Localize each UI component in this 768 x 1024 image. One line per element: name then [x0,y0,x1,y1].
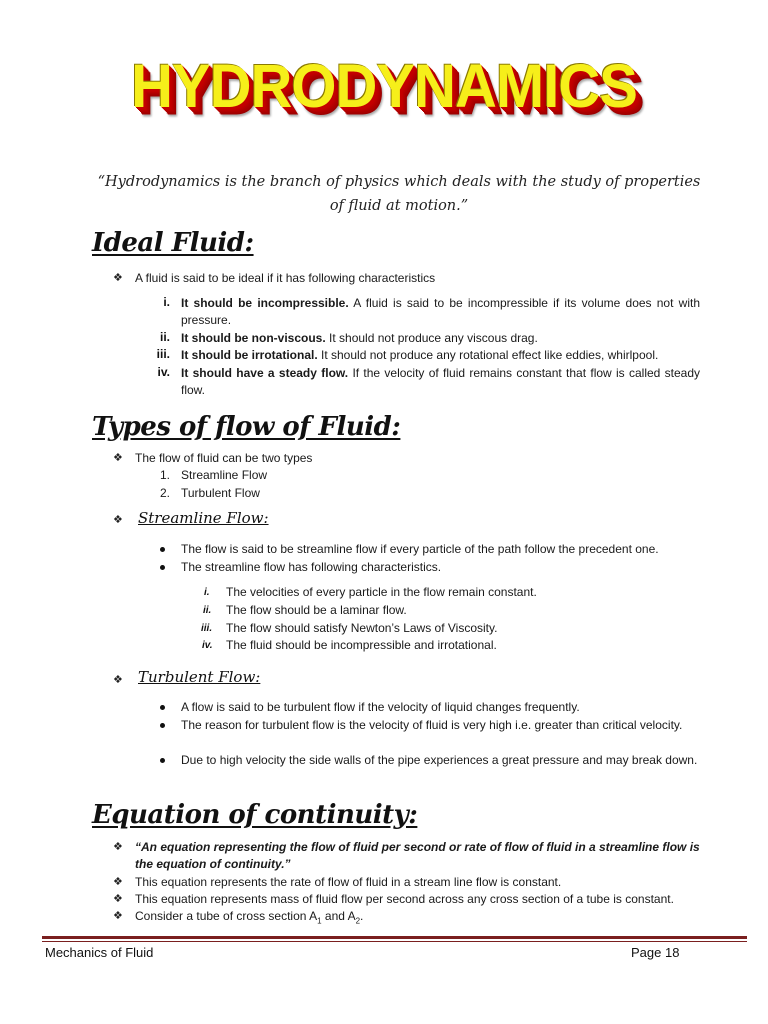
streamline-characteristic: The velocities of every particle in the flow remain constant. [226,585,537,599]
streamline-characteristic: The fluid should be incompressible and irrotational. [226,638,497,652]
definition-quote: “Hydrodynamics is the branch of physics which deals with the study of properties of fluid at motion.” [97,174,701,214]
bullet-dot-icon [160,723,165,728]
bullet-dot-icon [160,565,165,570]
cross-section-text: . [360,909,364,923]
item-bold: It should be non-viscous. [181,331,326,345]
heading-turbulent-flow: Turbulent Flow: [138,668,261,686]
list-marker: 1. [160,468,171,482]
ideal-fluid-item [181,347,700,364]
footer-rule [42,941,747,942]
diamond-bullet-icon: ❖ [113,452,123,464]
list-marker: iv. [202,640,213,651]
continuity-point: This equation represents mass of fluid flow per second across any cross section of a tube is constant. [135,892,674,906]
item-text: It should not produce any rotational effect like eddies, whirlpool. [317,348,659,362]
cross-section-text: Consider a tube of cross section A [135,909,318,923]
ideal-fluid-intro: A fluid is said to be ideal if it has following characteristics [135,271,436,285]
list-marker: ii. [203,605,212,616]
diamond-bullet-icon: ❖ [113,674,123,686]
footer-page-number: Page 18 [631,945,680,960]
streamline-characteristic: The flow should satisfy Newton’s Laws of Viscosity. [226,621,498,635]
heading-types-of-flow: Types of flow of Fluid: [92,412,401,442]
subscript-one: 1 [317,916,322,926]
heading-ideal-fluid: Ideal Fluid: [92,228,254,258]
diamond-bullet-icon: ❖ [113,514,123,526]
cross-section-text: and A [321,909,356,923]
streamline-bullet: The streamline flow has following characteristics. [181,560,442,574]
bullet-dot-icon [160,547,165,552]
flow-type-item: Streamline Flow [181,468,268,482]
item-text: It should not produce any viscous drag. [325,331,538,345]
list-marker: iii. [201,623,213,634]
list-marker: i. [163,295,170,309]
streamline-bullet: The flow is said to be streamline flow if every particle of the path follow the precedent one. [181,542,659,556]
list-marker: iv. [157,365,170,379]
types-of-flow-intro: The flow of fluid can be two types [135,451,313,465]
turbulent-bullet: Due to high velocity the side walls of the pipe experiences a great pressure and may break down. [181,753,698,767]
item-text: A fluid is said to be incompressible if its volume does not with pressure. [181,296,700,327]
ideal-fluid-item [181,365,700,399]
item-bold: It should be incompressible. [181,296,349,310]
item-text: If the velocity of fluid remains constant that flow is called steady flow. [181,366,700,397]
diamond-bullet-icon: ❖ [113,910,123,922]
continuity-point [135,908,363,929]
item-bold: It should be irrotational. [181,348,318,362]
item-bold: It should have a steady flow. [181,366,349,380]
diamond-bullet-icon: ❖ [113,841,123,853]
footer-course-title: Mechanics of Fluid [45,945,154,960]
bullet-dot-icon [160,705,165,710]
turbulent-bullet: The reason for turbulent flow is the velocity of fluid is very high i.e. greater than critical velocity. [181,718,683,732]
ideal-fluid-item [181,330,700,347]
page-title: HYDRODYNAMICS [131,52,637,121]
ideal-fluid-item [181,295,700,329]
diamond-bullet-icon: ❖ [113,876,123,888]
subscript-two: 2 [355,916,361,926]
list-marker: i. [204,587,210,598]
heading-equation-of-continuity: Equation of continuity: [92,800,418,830]
diamond-bullet-icon: ❖ [113,893,123,905]
heading-streamline-flow: Streamline Flow: [138,509,269,527]
flow-type-item: Turbulent Flow [181,486,260,500]
list-marker: iii. [156,347,170,361]
turbulent-bullet: A flow is said to be turbulent flow if the velocity of liquid changes frequently. [181,700,580,714]
list-marker: 2. [160,486,171,500]
continuity-definition: “An equation representing the flow of fluid per second or rate of flow of fluid in a streamline flow is the equation of continuity.” [135,840,700,871]
diamond-bullet-icon: ❖ [113,272,123,284]
bullet-dot-icon [160,758,165,763]
list-marker: ii. [159,330,170,344]
footer-rule [42,936,747,939]
streamline-characteristic: The flow should be a laminar flow. [226,603,407,617]
continuity-point: This equation represents the rate of flow of fluid in a stream line flow is constant. [135,875,562,889]
